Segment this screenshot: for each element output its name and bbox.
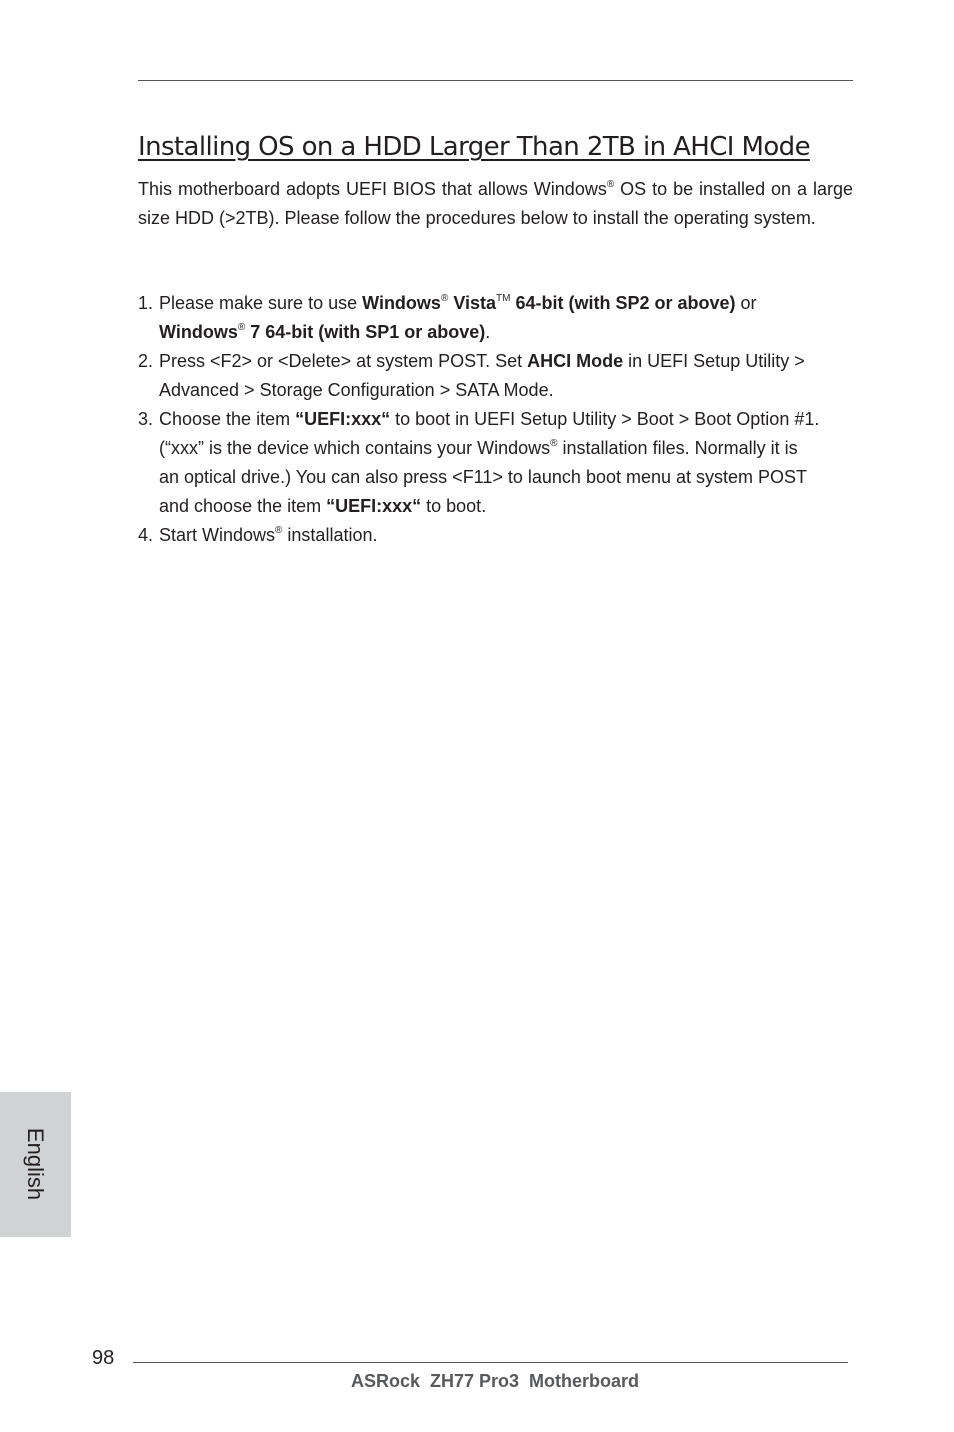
language-label: English [23, 1127, 48, 1201]
step-text: . [485, 322, 491, 342]
step-text: Start Windows [159, 525, 276, 545]
step-text: (“xxx” is the device which contains your Windows [159, 438, 551, 458]
step-bold: Vista [448, 293, 497, 313]
language-side-tab [0, 1092, 71, 1237]
step-bold: Windows [362, 293, 441, 313]
step-text: Choose the item [159, 409, 296, 429]
step-text: installation files. Normally it is [557, 438, 798, 458]
step-text: Please make sure to use [159, 293, 363, 313]
step-number: 2. [138, 351, 154, 371]
bottom-divider [133, 1362, 848, 1363]
step-number: 4. [138, 525, 154, 545]
page-title: Installing OS on a HDD Larger Than 2TB in AHCI Mode [138, 132, 810, 162]
registered-mark: ® [550, 438, 558, 449]
trademark-mark: TM [496, 293, 511, 304]
step-text: to boot in UEFI Setup Utility > Boot > Boot Option #1. [390, 409, 820, 429]
step-bold: 7 64-bit (with SP1 or above) [245, 322, 486, 342]
steps-list [138, 289, 858, 550]
top-divider [138, 80, 853, 81]
step-4 [138, 521, 858, 550]
step-bold: AHCI Mode [527, 351, 624, 371]
step-2 [138, 347, 858, 405]
registered-mark: ® [606, 179, 615, 190]
step-text: and choose the item [159, 496, 327, 516]
intro-paragraph [138, 175, 853, 233]
step-number: 3. [138, 409, 154, 429]
registered-mark: ® [275, 525, 283, 536]
step-text: installation. [282, 525, 378, 545]
step-1 [138, 289, 858, 347]
footer-product-name: ASRock ZH77 Pro3 Motherboard [351, 1371, 640, 1391]
registered-mark: ® [440, 293, 449, 304]
step-bold: 64-bit (with SP2 or above) [510, 293, 736, 313]
step-bold: “UEFI:xxx“ [295, 409, 391, 429]
step-text: an optical drive.) You can also press <F11> to launch boot menu at system POST [159, 467, 808, 487]
registered-mark: ® [237, 322, 246, 333]
step-bold: Windows [159, 322, 238, 342]
step-text: or [735, 293, 757, 313]
step-3 [138, 405, 858, 521]
step-number: 1. [138, 293, 154, 313]
step-bold: “UEFI:xxx“ [326, 496, 422, 516]
step-text: to boot. [421, 496, 487, 516]
step-text: Press <F2> or <Delete> at system POST. Set [159, 351, 528, 371]
step-text: in UEFI Setup Utility > [623, 351, 805, 371]
intro-text-2: OS to be installed on a large size HDD (>2TB). Please follow the procedures below to install the operating system. [138, 179, 853, 228]
page-number: 98 [92, 1347, 115, 1369]
intro-text-1: This motherboard adopts UEFI BIOS that allows Windows [138, 179, 607, 199]
step-text: Advanced > Storage Configuration > SATA Mode. [159, 380, 554, 400]
